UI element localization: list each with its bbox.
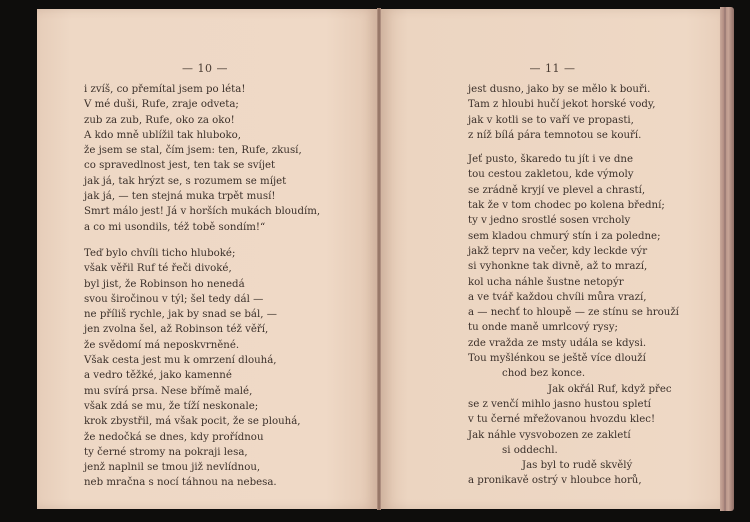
verse-line: jest dusno, jako by se mělo k bouři.: [468, 84, 651, 95]
verse-line: v tu černé mřežovanou hvozdu klec!: [468, 414, 656, 426]
verse-line: Jas byl to rudě skvělý: [522, 460, 633, 472]
verse-line: a pronikavě ostrý v hloubce horů,: [468, 475, 642, 487]
book-page-edge-stripe: [724, 7, 726, 511]
verse-line: ty v jedno srostlé sosen vrcholy: [468, 215, 631, 227]
verse-line: chod bez konce.: [502, 368, 586, 380]
verse-line: sem kladou chmurý stín i za poledne;: [468, 230, 661, 242]
verse-line: neb mračna s nocí táhnou na nebesa.: [84, 477, 277, 489]
verse-line: jen zvolna šel, až Robinson též věří,: [84, 324, 269, 336]
right-page: [381, 9, 720, 509]
verse-line: si vyhonkne tak divně, až to mrazí,: [468, 261, 648, 273]
verse-line: a — nechť to hloupě — ze stínu se hrouží: [468, 307, 679, 319]
verse-line: že nedočká se dnes, kdy prořídnou: [84, 431, 264, 443]
verse-line: jakž teprv na večer, kdy leckde výr: [468, 245, 648, 257]
verse-line: A kdo mně ublížil tak hluboko,: [84, 129, 242, 141]
verse-line: se z venčí mihlo jasno hustou spletí: [468, 398, 651, 410]
verse-line: V mé duši, Rufe, zraje odveta;: [84, 99, 239, 111]
stanza-gap: [84, 235, 320, 246]
verse-line: Tou myšlénkou se ještě více dlouží: [468, 353, 646, 365]
verse-line: ne příliš rychle, jak by snad se bál, —: [84, 309, 277, 321]
verse-line: si oddechl.: [502, 444, 558, 456]
verse-line: Teď bylo chvíli ticho hluboké;: [84, 247, 236, 259]
verse-line: však věřil Ruf té řeči divoké,: [84, 263, 232, 275]
right-page-verse: [468, 82, 679, 489]
verse-line: Jak okřál Ruf, když přec: [548, 383, 672, 395]
verse-line: zde vražda ze msty udála se kdysi.: [468, 337, 647, 349]
verse-line: svou širočinou v týl; šel tedy dál —: [84, 293, 264, 305]
verse-line: jak v kotli se to vaří ve propasti,: [468, 114, 634, 126]
verse-line: jenž naplnil se tmou již nevlídnou,: [84, 462, 261, 474]
stanza-gap: [468, 143, 679, 152]
verse-line: že jsem se stal, čím jsem: ten, Rufe, zkusí,: [84, 145, 302, 157]
verse-line: co spravedlnost jest, ten tak se svíjet: [84, 160, 276, 172]
page-number-right: — 11 —: [529, 62, 576, 75]
verse-line: byl jist, že Robinson ho nenedá: [84, 278, 245, 290]
verse-line: a vedro těžké, jako kamenné: [84, 370, 232, 382]
verse-line: Smrt málo jest! Já v horších mukách bloudím,: [84, 206, 321, 218]
verse-line: Jak náhle vysvobozen ze zakletí: [468, 429, 631, 441]
verse-line: a co mi usondils, též tobě sondím!“: [84, 221, 266, 233]
verse-line: jak já, — ten stejná muka trpět musí!: [84, 191, 276, 203]
book-page-edges: [720, 7, 734, 511]
verse-line: krok zbystřil, má však pocit, že se plouhá,: [84, 416, 301, 428]
verse-line: zub za zub, Rufe, oko za oko!: [84, 114, 235, 126]
verse-line: Tam z hloubi hučí jekot horské vody,: [468, 99, 656, 111]
verse-line: však zdá se mu, že tíží neskonale;: [84, 400, 259, 412]
verse-line: a ve tvář každou chvíli můra vrazí,: [468, 291, 647, 303]
verse-line: tou cestou zakletou, kde výmoly: [468, 169, 634, 181]
verse-line: ty černé stromy na pokraji lesa,: [84, 446, 248, 458]
verse-line: mu svírá prsa. Nese břímě malé,: [84, 385, 253, 397]
left-page: [37, 9, 377, 509]
verse-line: tu onde maně umrlcový rysy;: [468, 322, 618, 334]
verse-line: se zrádně kryjí ve plevel a chrastí,: [468, 184, 646, 196]
verse-line: Jeť pusto, škaredo tu jít i ve dne: [468, 154, 633, 166]
verse-line: i zvíš, co přemítal jsem po léta!: [84, 84, 246, 95]
verse-line: jak já, tak hrýzt se, s rozumem se míjet: [84, 175, 287, 187]
verse-line: že svědomí má neposkvrněné.: [84, 339, 240, 351]
verse-line: kol ucha náhle šustne netopýr: [468, 276, 624, 288]
left-page-verse: [84, 82, 320, 491]
verse-line: tak že v tom chodec po kolena břední;: [468, 200, 665, 212]
verse-line: Však cesta jest mu k omrzení dlouhá,: [84, 355, 277, 367]
verse-line: z níž bílá pára temnotou se kouří.: [468, 129, 642, 141]
page-number-left: — 10 —: [182, 62, 228, 75]
